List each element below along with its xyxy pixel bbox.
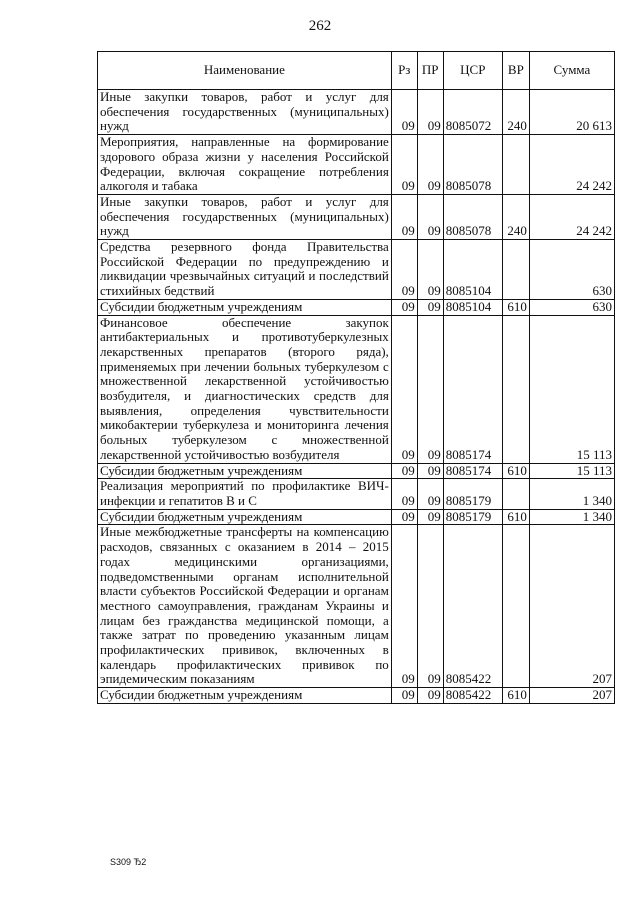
cell-vr (502, 135, 529, 195)
cell-sum: 15 113 (529, 315, 614, 463)
cell-vr: 610 (502, 299, 529, 315)
cell-pr: 09 (417, 509, 443, 525)
footer-code: Ѕ309 Ђ2 (110, 857, 147, 867)
cell-name: Средства резервного фонда Правительства Российской Федерации по предупреждению и ликвидации чрезвычайных ситуаций и последствий стихийных бедствий (98, 240, 392, 300)
header-name: Наименование (98, 52, 392, 90)
cell-sum: 24 242 (529, 135, 614, 195)
cell-sum: 1 340 (529, 479, 614, 509)
cell-vr: 610 (502, 688, 529, 704)
cell-csr: 8085174 (443, 315, 502, 463)
cell-pr: 09 (417, 688, 443, 704)
header-sum: Сумма (529, 52, 614, 90)
cell-pr: 09 (417, 463, 443, 479)
cell-rz: 09 (391, 299, 417, 315)
cell-rz: 09 (391, 194, 417, 239)
cell-csr: 8085422 (443, 688, 502, 704)
cell-sum: 15 113 (529, 463, 614, 479)
cell-rz: 09 (391, 315, 417, 463)
cell-vr: 610 (502, 463, 529, 479)
cell-rz: 09 (391, 688, 417, 704)
cell-pr: 09 (417, 194, 443, 239)
cell-vr: 240 (502, 194, 529, 239)
header-rz: Рз (391, 52, 417, 90)
cell-sum: 1 340 (529, 509, 614, 525)
cell-vr: 240 (502, 90, 529, 135)
cell-pr: 09 (417, 240, 443, 300)
cell-name: Финансовое обеспечение закупок антибактериальных и противотуберкулезных лекарственных препаратов (второго ряда), применяемых при лечении больных туберкулезом с множественной лекарственной устойчивостью возбудителя, и диагностических средств для выявления, определения чувствительности микобактерии туберкулеза и мониторинга лечения больных туберкулезом с множественной лекарственной устойчивостью возбудителя (98, 315, 392, 463)
cell-name: Иные закупки товаров, работ и услуг для обеспечения государственных (муниципальных) нужд (98, 90, 392, 135)
cell-name: Мероприятия, направленные на формирование здорового образа жизни у населения Российской Федерации, включая сокращение потребления алкоголя и табака (98, 135, 392, 195)
cell-sum: 207 (529, 688, 614, 704)
table-header-row (98, 52, 615, 90)
cell-rz: 09 (391, 240, 417, 300)
cell-name: Субсидии бюджетным учреждениям (98, 688, 392, 704)
table-row (98, 315, 615, 463)
cell-sum: 630 (529, 299, 614, 315)
cell-name: Субсидии бюджетным учреждениям (98, 299, 392, 315)
cell-csr: 8085078 (443, 194, 502, 239)
cell-rz: 09 (391, 135, 417, 195)
cell-name: Реализация мероприятий по профилактике ВИЧ-инфекции и гепатитов В и С (98, 479, 392, 509)
table-row (98, 240, 615, 300)
cell-rz: 09 (391, 525, 417, 688)
cell-name: Субсидии бюджетным учреждениям (98, 463, 392, 479)
cell-vr (502, 479, 529, 509)
table-row (98, 525, 615, 688)
table-row (98, 90, 615, 135)
cell-sum: 630 (529, 240, 614, 300)
cell-pr: 09 (417, 299, 443, 315)
cell-pr: 09 (417, 479, 443, 509)
cell-name: Иные закупки товаров, работ и услуг для обеспечения государственных (муниципальных) нужд (98, 194, 392, 239)
cell-csr: 8085072 (443, 90, 502, 135)
cell-pr: 09 (417, 315, 443, 463)
header-pr: ПР (417, 52, 443, 90)
cell-rz: 09 (391, 479, 417, 509)
table-row (98, 135, 615, 195)
header-vr: ВР (502, 52, 529, 90)
cell-rz: 09 (391, 509, 417, 525)
cell-pr: 09 (417, 135, 443, 195)
cell-name: Субсидии бюджетным учреждениям (98, 509, 392, 525)
cell-csr: 8085104 (443, 240, 502, 300)
table-row (98, 463, 615, 479)
table-row (98, 194, 615, 239)
cell-vr: 610 (502, 509, 529, 525)
budget-table (97, 51, 615, 704)
cell-csr: 8085078 (443, 135, 502, 195)
cell-csr: 8085179 (443, 509, 502, 525)
header-csr: ЦСР (443, 52, 502, 90)
cell-csr: 8085174 (443, 463, 502, 479)
cell-vr (502, 315, 529, 463)
cell-csr: 8085104 (443, 299, 502, 315)
table-row (98, 688, 615, 704)
cell-sum: 207 (529, 525, 614, 688)
table-row (98, 479, 615, 509)
table-row (98, 509, 615, 525)
cell-name: Иные межбюджетные трансферты на компенсацию расходов, связанных с оказанием в 2014 – 2015 годах медицинскими организациями, подведомственными органам исполнительной власти субъектов Российской Федерации и органам местного самоуправления, гражданам Украины и лицам без гражданства медицинской помощи, а также затрат по проведению указанным лицам профилактических прививок, включенных в календарь профилактических прививок по эпидемическим показаниям (98, 525, 392, 688)
cell-pr: 09 (417, 90, 443, 135)
cell-vr (502, 240, 529, 300)
cell-vr (502, 525, 529, 688)
cell-csr: 8085422 (443, 525, 502, 688)
cell-rz: 09 (391, 463, 417, 479)
cell-pr: 09 (417, 525, 443, 688)
table-row (98, 299, 615, 315)
cell-sum: 24 242 (529, 194, 614, 239)
page-number: 262 (308, 18, 332, 34)
cell-csr: 8085179 (443, 479, 502, 509)
cell-sum: 20 613 (529, 90, 614, 135)
cell-rz: 09 (391, 90, 417, 135)
